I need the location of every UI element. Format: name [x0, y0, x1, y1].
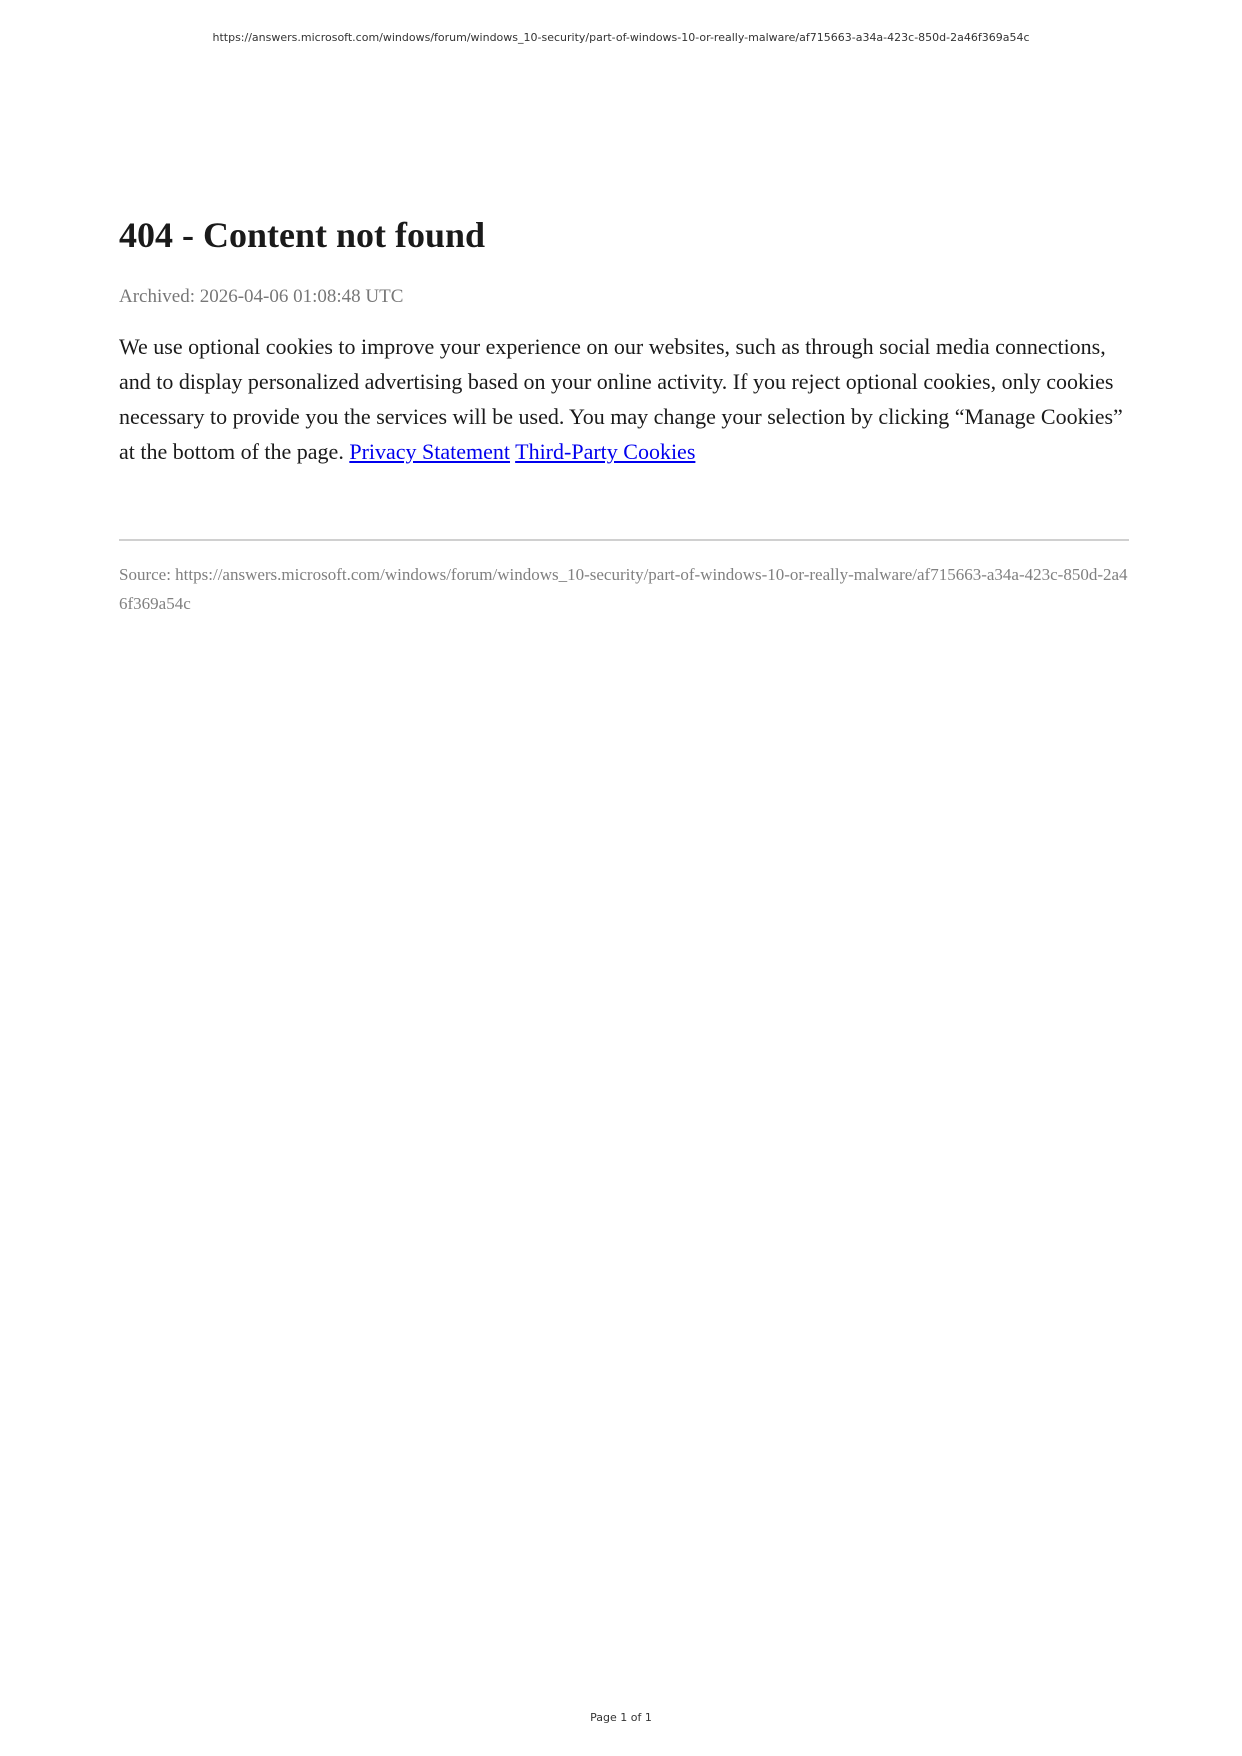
cookie-notice-text: We use optional cookies to improve your experience on our websites, such as through social media connections, and to display personalized advertising based on your online activity. If you reject optional cookies, only cookies necessary to provide you the services will be used. You may change your selection by clicking “Manage Cookies” at the bottom of the page. [119, 334, 1123, 464]
main-content [119, 213, 1129, 469]
page-number: Page 1 of 1 [590, 1711, 652, 1724]
archived-timestamp: Archived: 2026-04-06 01:08:48 UTC [119, 286, 404, 307]
page-header-url: https://answers.microsoft.com/windows/forum/windows_10-security/part-of-windows-10-or-really-malware/af715663-a34a-423c-850d-2a46f369a54c [212, 31, 1030, 44]
source-url: Source: https://answers.microsoft.com/windows/forum/windows_10-security/part-of-windows-10-or-really-malware/af715663-a34a-423c-850d-2a46f369a54c [119, 565, 1128, 613]
divider [119, 539, 1129, 541]
third-party-cookies-link[interactable]: Third-Party Cookies [515, 439, 696, 464]
privacy-statement-link[interactable]: Privacy Statement [349, 439, 511, 464]
cookie-notice [119, 329, 1129, 469]
page-title: 404 - Content not found [119, 215, 486, 255]
